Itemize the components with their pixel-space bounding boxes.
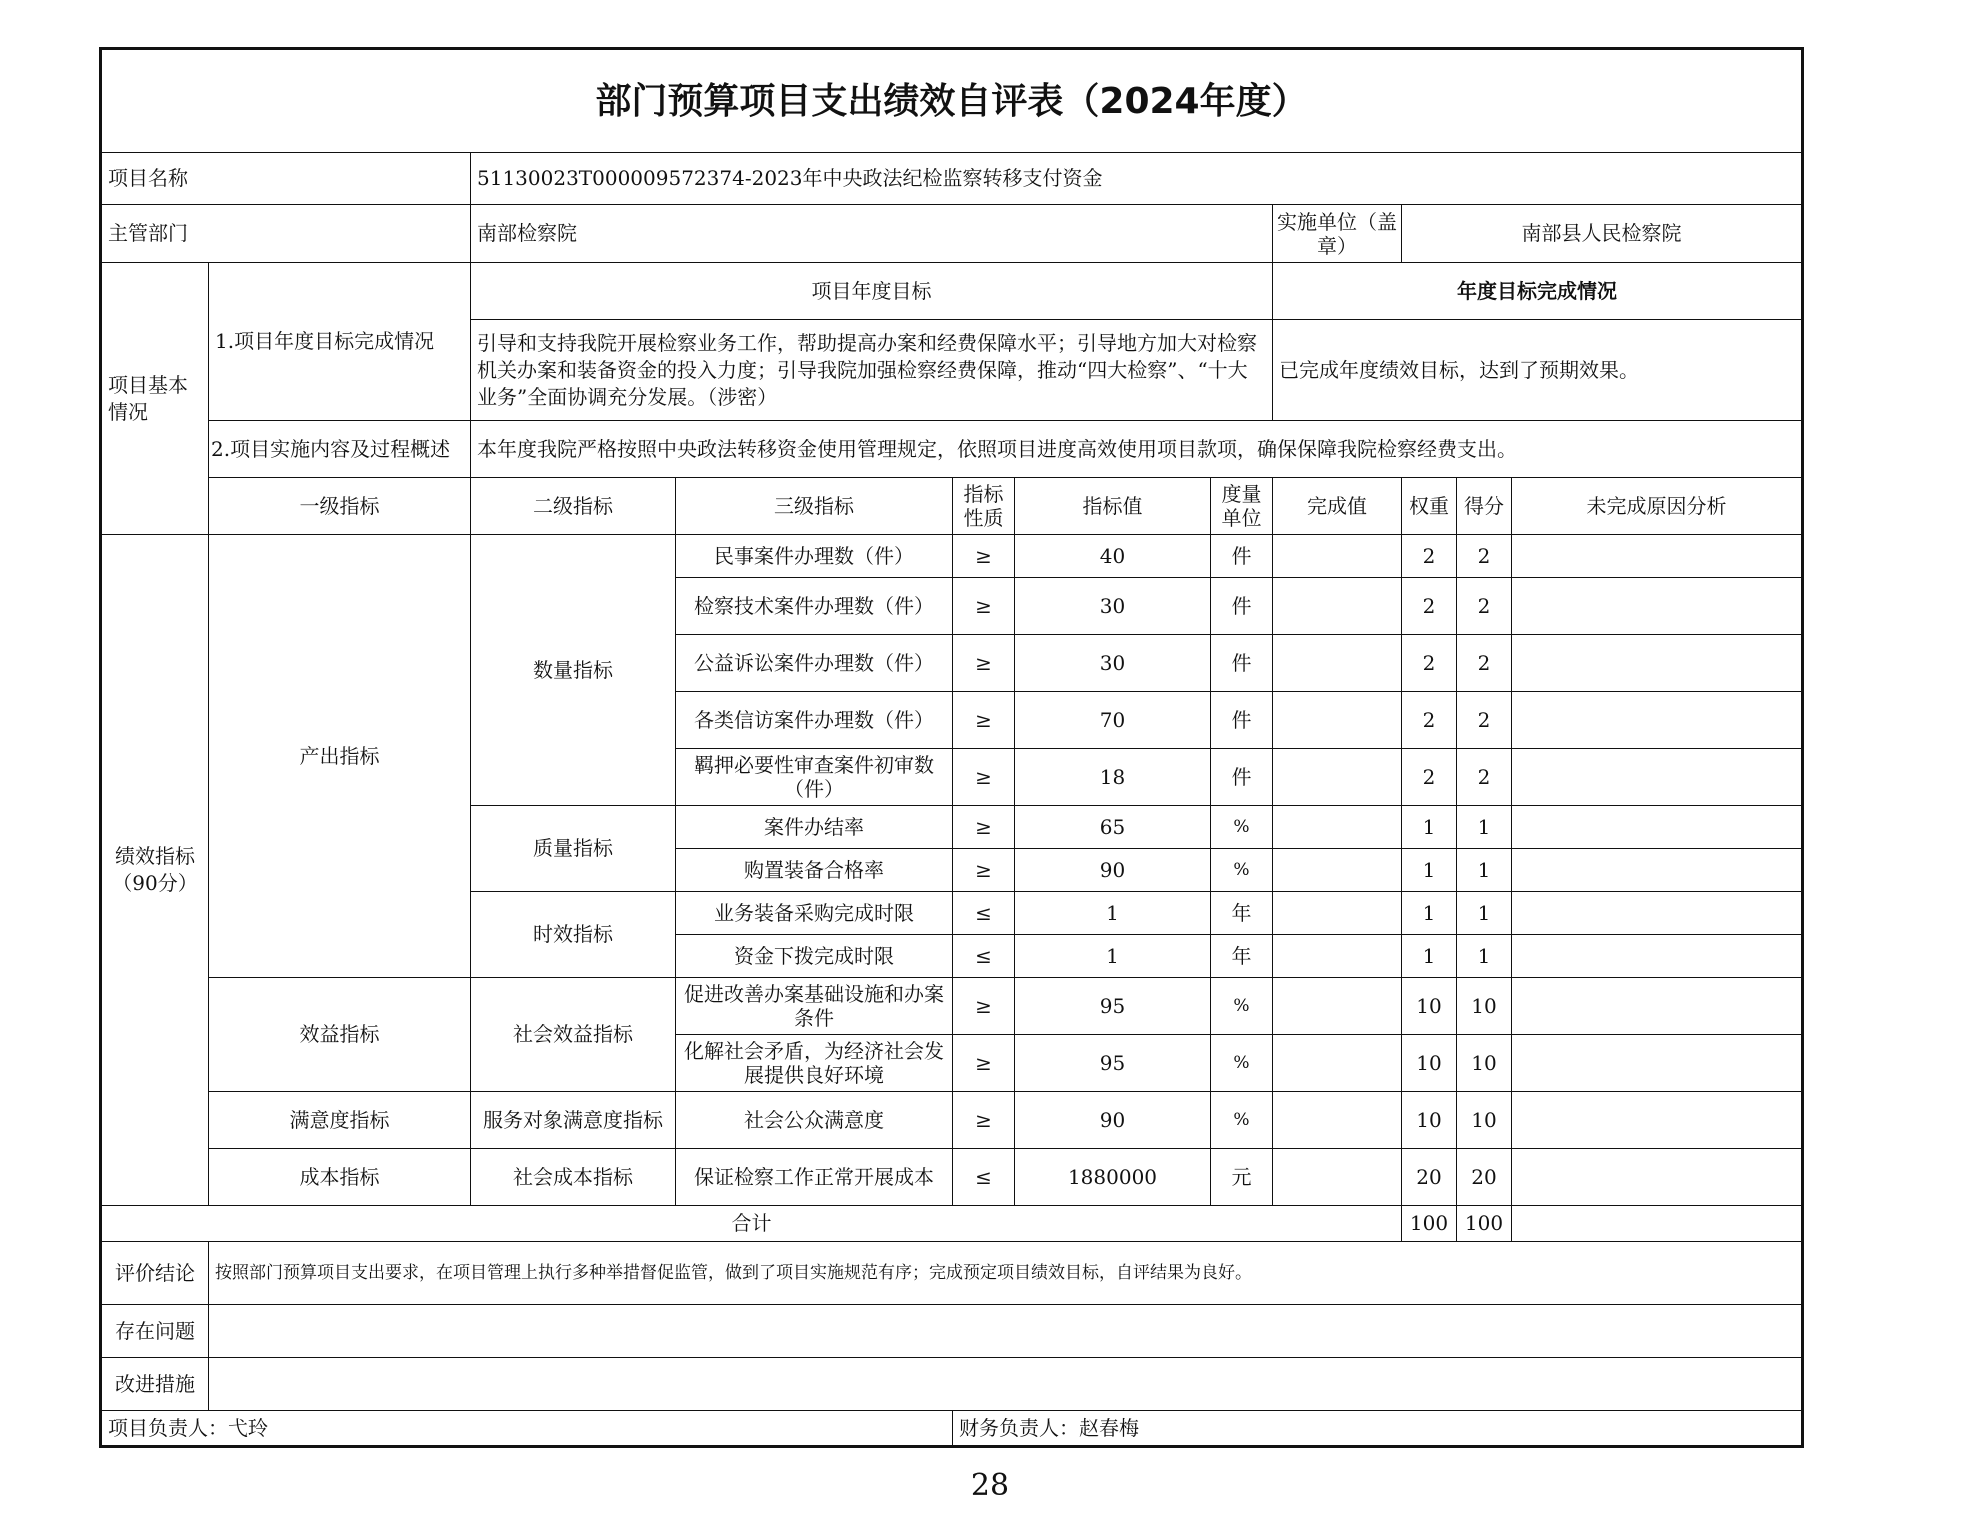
indicator-score: 2	[1457, 578, 1512, 635]
header-unit: 度量单位	[1211, 478, 1273, 535]
indicator-unit: 件	[1211, 578, 1273, 635]
project-name-label: 项目名称	[101, 153, 471, 205]
indicator-unit: %	[1211, 978, 1273, 1035]
performance-table-sheet	[99, 47, 1801, 1448]
indicator-operator: ≤	[953, 1149, 1015, 1206]
indicator-actual	[1273, 578, 1402, 635]
total-score: 100	[1457, 1206, 1512, 1242]
indicator-score: 1	[1457, 849, 1512, 892]
indicator-operator: ≥	[953, 635, 1015, 692]
indicator-unit: 件	[1211, 535, 1273, 578]
indicator-weight: 2	[1402, 749, 1457, 806]
indicator-target: 30	[1015, 578, 1211, 635]
indicator-reason	[1512, 692, 1803, 749]
performance-indicators-label: 绩效指标（90分）	[101, 535, 209, 1206]
header-nature: 指标性质	[953, 478, 1015, 535]
group-satisfaction: 满意度指标	[209, 1092, 471, 1149]
header-actual: 完成值	[1273, 478, 1402, 535]
indicator-actual	[1273, 1092, 1402, 1149]
measures-text	[209, 1358, 1803, 1411]
subgroup-timeliness: 时效指标	[471, 892, 676, 978]
indicator-name: 保证检察工作正常开展成本	[676, 1149, 953, 1206]
indicator-operator: ≥	[953, 1092, 1015, 1149]
header-score: 得分	[1457, 478, 1512, 535]
indicator-name: 案件办结率	[676, 806, 953, 849]
header-level3: 三级指标	[676, 478, 953, 535]
indicator-name: 公益诉讼案件办理数（件）	[676, 635, 953, 692]
indicator-unit: %	[1211, 806, 1273, 849]
indicator-weight: 2	[1402, 635, 1457, 692]
indicator-name: 检察技术案件办理数（件）	[676, 578, 953, 635]
project-name-value: 51130023T000009572374-2023年中央政法纪检监察转移支付资金	[471, 153, 1803, 205]
conclusion-label: 评价结论	[101, 1242, 209, 1305]
indicator-score: 2	[1457, 635, 1512, 692]
indicator-unit: 件	[1211, 692, 1273, 749]
indicator-actual	[1273, 635, 1402, 692]
indicator-operator: ≥	[953, 849, 1015, 892]
indicator-reason	[1512, 1092, 1803, 1149]
indicator-score: 2	[1457, 749, 1512, 806]
indicator-weight: 1	[1402, 935, 1457, 978]
indicator-score: 2	[1457, 535, 1512, 578]
indicator-actual	[1273, 978, 1402, 1035]
header-weight: 权重	[1402, 478, 1457, 535]
subgroup-social-cost: 社会成本指标	[471, 1149, 676, 1206]
indicator-reason	[1512, 1149, 1803, 1206]
indicator-reason	[1512, 535, 1803, 578]
indicator-unit: 年	[1211, 892, 1273, 935]
indicator-name: 资金下拨完成时限	[676, 935, 953, 978]
header-value: 指标值	[1015, 478, 1211, 535]
indicator-unit: %	[1211, 849, 1273, 892]
subgroup-service-satisfaction: 服务对象满意度指标	[471, 1092, 676, 1149]
conclusion-text: 按照部门预算项目支出要求，在项目管理上执行多种举措督促监管，做到了项目实施规范有序；完成预定项目绩效目标，自评结果为良好。	[209, 1242, 1803, 1305]
performance-self-evaluation-table	[99, 47, 1804, 1448]
indicator-operator: ≥	[953, 578, 1015, 635]
basic-info-label: 项目基本情况	[101, 263, 209, 535]
indicator-name: 业务装备采购完成时限	[676, 892, 953, 935]
indicator-score: 1	[1457, 892, 1512, 935]
goal-completion-header: 年度目标完成情况	[1273, 263, 1803, 320]
subgroup-quality: 质量指标	[471, 806, 676, 892]
page-number: 28	[970, 1468, 1010, 1503]
indicator-weight: 1	[1402, 892, 1457, 935]
indicator-target: 95	[1015, 978, 1211, 1035]
subgroup-social-benefit: 社会效益指标	[471, 978, 676, 1092]
subgroup-quantity: 数量指标	[471, 535, 676, 806]
indicator-unit: 件	[1211, 635, 1273, 692]
indicator-operator: ≥	[953, 749, 1015, 806]
implementation-label: 2.项目实施内容及过程概述	[209, 421, 471, 478]
indicator-weight: 1	[1402, 806, 1457, 849]
finance-lead: 财务负责人：赵春梅	[953, 1411, 1803, 1447]
implementation-text: 本年度我院严格按照中央政法转移资金使用管理规定，依照项目进度高效使用项目款项，确保保障我院检察经费支出。	[471, 421, 1803, 478]
group-cost: 成本指标	[209, 1149, 471, 1206]
group-output: 产出指标	[209, 535, 471, 978]
header-reason: 未完成原因分析	[1512, 478, 1803, 535]
indicator-actual	[1273, 1035, 1402, 1092]
issues-text	[209, 1305, 1803, 1358]
implementing-unit-value: 南部县人民检察院	[1402, 205, 1803, 263]
indicator-target: 65	[1015, 806, 1211, 849]
indicator-score: 10	[1457, 978, 1512, 1035]
indicator-actual	[1273, 1149, 1402, 1206]
indicator-name: 社会公众满意度	[676, 1092, 953, 1149]
group-benefit: 效益指标	[209, 978, 471, 1092]
indicator-target: 18	[1015, 749, 1211, 806]
indicator-unit: %	[1211, 1092, 1273, 1149]
indicator-unit: 年	[1211, 935, 1273, 978]
indicator-actual	[1273, 849, 1402, 892]
indicator-weight: 2	[1402, 692, 1457, 749]
indicator-operator: ≥	[953, 692, 1015, 749]
indicator-weight: 2	[1402, 535, 1457, 578]
indicator-weight: 2	[1402, 578, 1457, 635]
indicator-score: 1	[1457, 935, 1512, 978]
indicator-target: 90	[1015, 1092, 1211, 1149]
indicator-operator: ≥	[953, 1035, 1015, 1092]
indicator-reason	[1512, 635, 1803, 692]
indicator-actual	[1273, 692, 1402, 749]
total-weight: 100	[1402, 1206, 1457, 1242]
indicator-operator: ≤	[953, 892, 1015, 935]
total-label: 合计	[101, 1206, 1402, 1242]
indicator-weight: 10	[1402, 1035, 1457, 1092]
indicator-score: 20	[1457, 1149, 1512, 1206]
page-title: 部门预算项目支出绩效自评表（2024年度）	[101, 49, 1803, 153]
indicator-reason	[1512, 935, 1803, 978]
indicator-weight: 1	[1402, 849, 1457, 892]
measures-label: 改进措施	[101, 1358, 209, 1411]
indicator-target: 95	[1015, 1035, 1211, 1092]
indicator-operator: ≥	[953, 806, 1015, 849]
indicator-weight: 10	[1402, 978, 1457, 1035]
indicator-score: 10	[1457, 1035, 1512, 1092]
goal-completion-text: 已完成年度绩效目标，达到了预期效果。	[1273, 320, 1803, 421]
total-reason	[1512, 1206, 1803, 1242]
indicator-unit: %	[1211, 1035, 1273, 1092]
annual-goal-header: 项目年度目标	[471, 263, 1273, 320]
indicator-name: 各类信访案件办理数（件）	[676, 692, 953, 749]
indicator-target: 1	[1015, 935, 1211, 978]
indicator-actual	[1273, 749, 1402, 806]
indicator-operator: ≥	[953, 978, 1015, 1035]
indicator-reason	[1512, 1035, 1803, 1092]
indicator-reason	[1512, 978, 1803, 1035]
indicator-reason	[1512, 749, 1803, 806]
indicator-target: 1	[1015, 892, 1211, 935]
indicator-weight: 10	[1402, 1092, 1457, 1149]
indicator-name: 购置装备合格率	[676, 849, 953, 892]
indicator-score: 10	[1457, 1092, 1512, 1149]
header-level1: 一级指标	[209, 478, 471, 535]
indicator-actual	[1273, 892, 1402, 935]
indicator-reason	[1512, 892, 1803, 935]
indicator-reason	[1512, 849, 1803, 892]
indicator-operator: ≥	[953, 535, 1015, 578]
indicator-target: 70	[1015, 692, 1211, 749]
annual-goal-text: 引导和支持我院开展检察业务工作，帮助提高办案和经费保障水平；引导地方加大对检察机关办案和装备资金的投入力度；引导我院加强检察经费保障，推动“四大检察”、“十大业务”全面协调充分发展。（涉密）	[471, 320, 1273, 421]
indicator-reason	[1512, 578, 1803, 635]
annual-goal-label: 1.项目年度目标完成情况	[209, 263, 471, 421]
indicator-name: 促进改善办案基础设施和办案条件	[676, 978, 953, 1035]
indicator-reason	[1512, 806, 1803, 849]
indicator-target: 40	[1015, 535, 1211, 578]
department-value: 南部检察院	[471, 205, 1273, 263]
header-level2: 二级指标	[471, 478, 676, 535]
indicator-score: 2	[1457, 692, 1512, 749]
indicator-target: 90	[1015, 849, 1211, 892]
indicator-actual	[1273, 935, 1402, 978]
indicator-actual	[1273, 535, 1402, 578]
indicator-operator: ≤	[953, 935, 1015, 978]
indicator-weight: 20	[1402, 1149, 1457, 1206]
indicator-score: 1	[1457, 806, 1512, 849]
indicator-name: 羁押必要性审查案件初审数（件）	[676, 749, 953, 806]
project-lead: 项目负责人：弋玲	[101, 1411, 953, 1447]
indicator-actual	[1273, 806, 1402, 849]
implementing-unit-label: 实施单位（盖章）	[1273, 205, 1402, 263]
indicator-target: 1880000	[1015, 1149, 1211, 1206]
indicator-unit: 件	[1211, 749, 1273, 806]
department-label: 主管部门	[101, 205, 471, 263]
indicator-name: 化解社会矛盾，为经济社会发展提供良好环境	[676, 1035, 953, 1092]
indicator-unit: 元	[1211, 1149, 1273, 1206]
issues-label: 存在问题	[101, 1305, 209, 1358]
indicator-name: 民事案件办理数（件）	[676, 535, 953, 578]
indicator-target: 30	[1015, 635, 1211, 692]
